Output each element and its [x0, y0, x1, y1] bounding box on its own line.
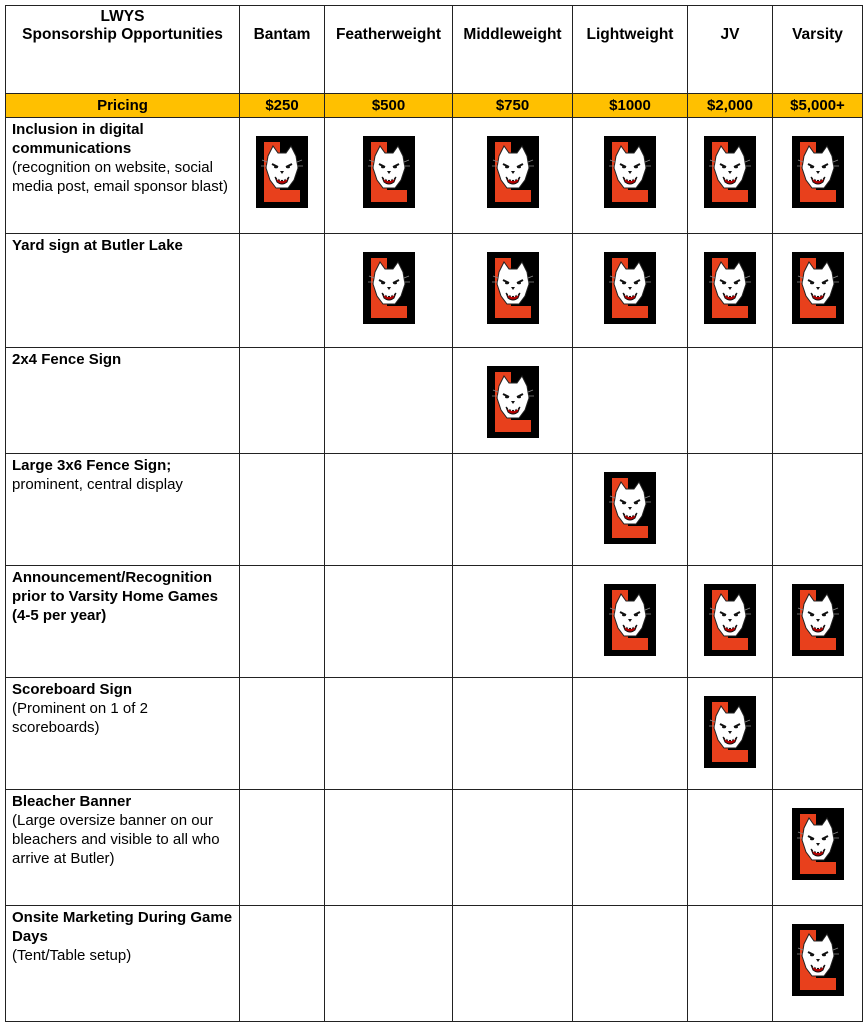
tier-cell-varsity [773, 348, 863, 454]
tier-cell-jv [688, 566, 773, 678]
tier-cell-middleweight [453, 118, 573, 234]
tier-cell-bantam [240, 566, 325, 678]
benefit-title: 2x4 Fence Sign [12, 351, 122, 368]
tier-cell-varsity [773, 234, 863, 348]
tier-cell-featherweight [325, 566, 453, 678]
benefit-label [6, 348, 240, 454]
wildcat-l-logo-icon [604, 472, 656, 544]
tier-cell-middleweight [453, 678, 573, 790]
benefit-detail: (Prominent on 1 of 2 scoreboards) [12, 700, 148, 736]
wildcat-l-logo-icon [792, 808, 844, 880]
tier-cell-lightweight [573, 790, 688, 906]
tier-cell-lightweight [573, 678, 688, 790]
benefit-label [6, 454, 240, 566]
wildcat-l-logo-icon [256, 136, 308, 208]
benefit-row [6, 454, 863, 566]
wildcat-l-logo-icon [704, 584, 756, 656]
wildcat-l-logo-icon [704, 252, 756, 324]
wildcat-l-logo-icon [604, 136, 656, 208]
tier-cell-featherweight [325, 118, 453, 234]
tier-cell-jv [688, 234, 773, 348]
price-varsity: $5,000+ [773, 94, 863, 118]
tier-cell-middleweight [453, 454, 573, 566]
tier-cell-bantam [240, 118, 325, 234]
benefit-row [6, 234, 863, 348]
tier-cell-lightweight [573, 118, 688, 234]
tier-cell-jv [688, 348, 773, 454]
tier-cell-featherweight [325, 906, 453, 1022]
price-middleweight: $750 [453, 94, 573, 118]
tier-cell-middleweight [453, 348, 573, 454]
benefit-label [6, 566, 240, 678]
tier-header-lightweight: Lightweight [573, 6, 688, 94]
wildcat-l-logo-icon [363, 252, 415, 324]
price-bantam: $250 [240, 94, 325, 118]
tier-cell-varsity [773, 678, 863, 790]
wildcat-l-logo-icon [704, 136, 756, 208]
tier-cell-lightweight [573, 454, 688, 566]
tier-cell-bantam [240, 348, 325, 454]
tier-cell-lightweight [573, 906, 688, 1022]
wildcat-l-logo-icon [792, 584, 844, 656]
tier-cell-middleweight [453, 906, 573, 1022]
benefit-detail: (Tent/Table setup) [12, 947, 132, 964]
wildcat-l-logo-icon [487, 366, 539, 438]
tier-cell-middleweight [453, 234, 573, 348]
benefit-title: Scoreboard Sign [12, 681, 133, 698]
tier-header-varsity: Varsity [773, 6, 863, 94]
benefit-row [6, 118, 863, 234]
wildcat-l-logo-icon [792, 924, 844, 996]
tier-cell-jv [688, 906, 773, 1022]
benefit-label [6, 790, 240, 906]
benefit-row [6, 906, 863, 1022]
benefit-label [6, 678, 240, 790]
tier-cell-middleweight [453, 566, 573, 678]
benefit-row [6, 790, 863, 906]
wildcat-l-logo-icon [792, 252, 844, 324]
benefit-label [6, 234, 240, 348]
tier-cell-featherweight [325, 678, 453, 790]
tier-cell-bantam [240, 454, 325, 566]
price-jv: $2,000 [688, 94, 773, 118]
wildcat-l-logo-icon [604, 584, 656, 656]
tier-cell-jv [688, 678, 773, 790]
tier-cell-varsity [773, 790, 863, 906]
tier-header-bantam: Bantam [240, 6, 325, 94]
wildcat-l-logo-icon [604, 252, 656, 324]
tier-cell-varsity [773, 906, 863, 1022]
wildcat-l-logo-icon [487, 136, 539, 208]
benefit-row [6, 348, 863, 454]
wildcat-l-logo-icon [487, 252, 539, 324]
tier-cell-lightweight [573, 348, 688, 454]
tier-cell-jv [688, 118, 773, 234]
price-lightweight: $1000 [573, 94, 688, 118]
tier-cell-lightweight [573, 566, 688, 678]
benefit-label [6, 906, 240, 1022]
tier-cell-featherweight [325, 234, 453, 348]
title-line-1: LWYS [100, 8, 145, 25]
tier-cell-jv [688, 790, 773, 906]
sponsorship-table [5, 5, 863, 1022]
benefit-title: Announcement/Recognition prior to Varsity Home Games (4-5 per year) [12, 569, 218, 624]
benefit-title: Inclusion in digital communications [12, 121, 144, 157]
tier-cell-featherweight [325, 348, 453, 454]
tier-cell-varsity [773, 454, 863, 566]
benefit-title: Bleacher Banner [12, 793, 132, 810]
benefit-title: Yard sign at Butler Lake [12, 237, 183, 254]
wildcat-l-logo-icon [792, 136, 844, 208]
tier-cell-bantam [240, 234, 325, 348]
tier-header-jv: JV [688, 6, 773, 94]
tier-header-featherweight: Featherweight [325, 6, 453, 94]
tier-cell-jv [688, 454, 773, 566]
benefit-detail: prominent, central display [12, 476, 183, 493]
benefit-title: Large 3x6 Fence Sign; [12, 457, 172, 474]
tier-cell-bantam [240, 906, 325, 1022]
benefit-detail: (recognition on website, social media post, email sponsor blast) [12, 159, 228, 195]
tier-cell-lightweight [573, 234, 688, 348]
pricing-label: Pricing [6, 94, 240, 118]
tier-cell-bantam [240, 678, 325, 790]
wildcat-l-logo-icon [363, 136, 415, 208]
benefit-label [6, 118, 240, 234]
tier-cell-featherweight [325, 454, 453, 566]
pricing-row [6, 94, 863, 118]
table-title [6, 6, 240, 94]
benefit-detail: (Large oversize banner on our bleachers and visible to all who arrive at Butler) [12, 812, 220, 867]
benefit-row [6, 678, 863, 790]
tier-cell-middleweight [453, 790, 573, 906]
tier-cell-varsity [773, 118, 863, 234]
wildcat-l-logo-icon [704, 696, 756, 768]
tier-header-middleweight: Middleweight [453, 6, 573, 94]
title-line-2: Sponsorship Opportunities [22, 26, 223, 43]
tier-cell-varsity [773, 566, 863, 678]
benefit-row [6, 566, 863, 678]
header-row [6, 6, 863, 94]
benefit-title: Onsite Marketing During Game Days [12, 909, 233, 945]
tier-cell-bantam [240, 790, 325, 906]
tier-cell-featherweight [325, 790, 453, 906]
price-featherweight: $500 [325, 94, 453, 118]
